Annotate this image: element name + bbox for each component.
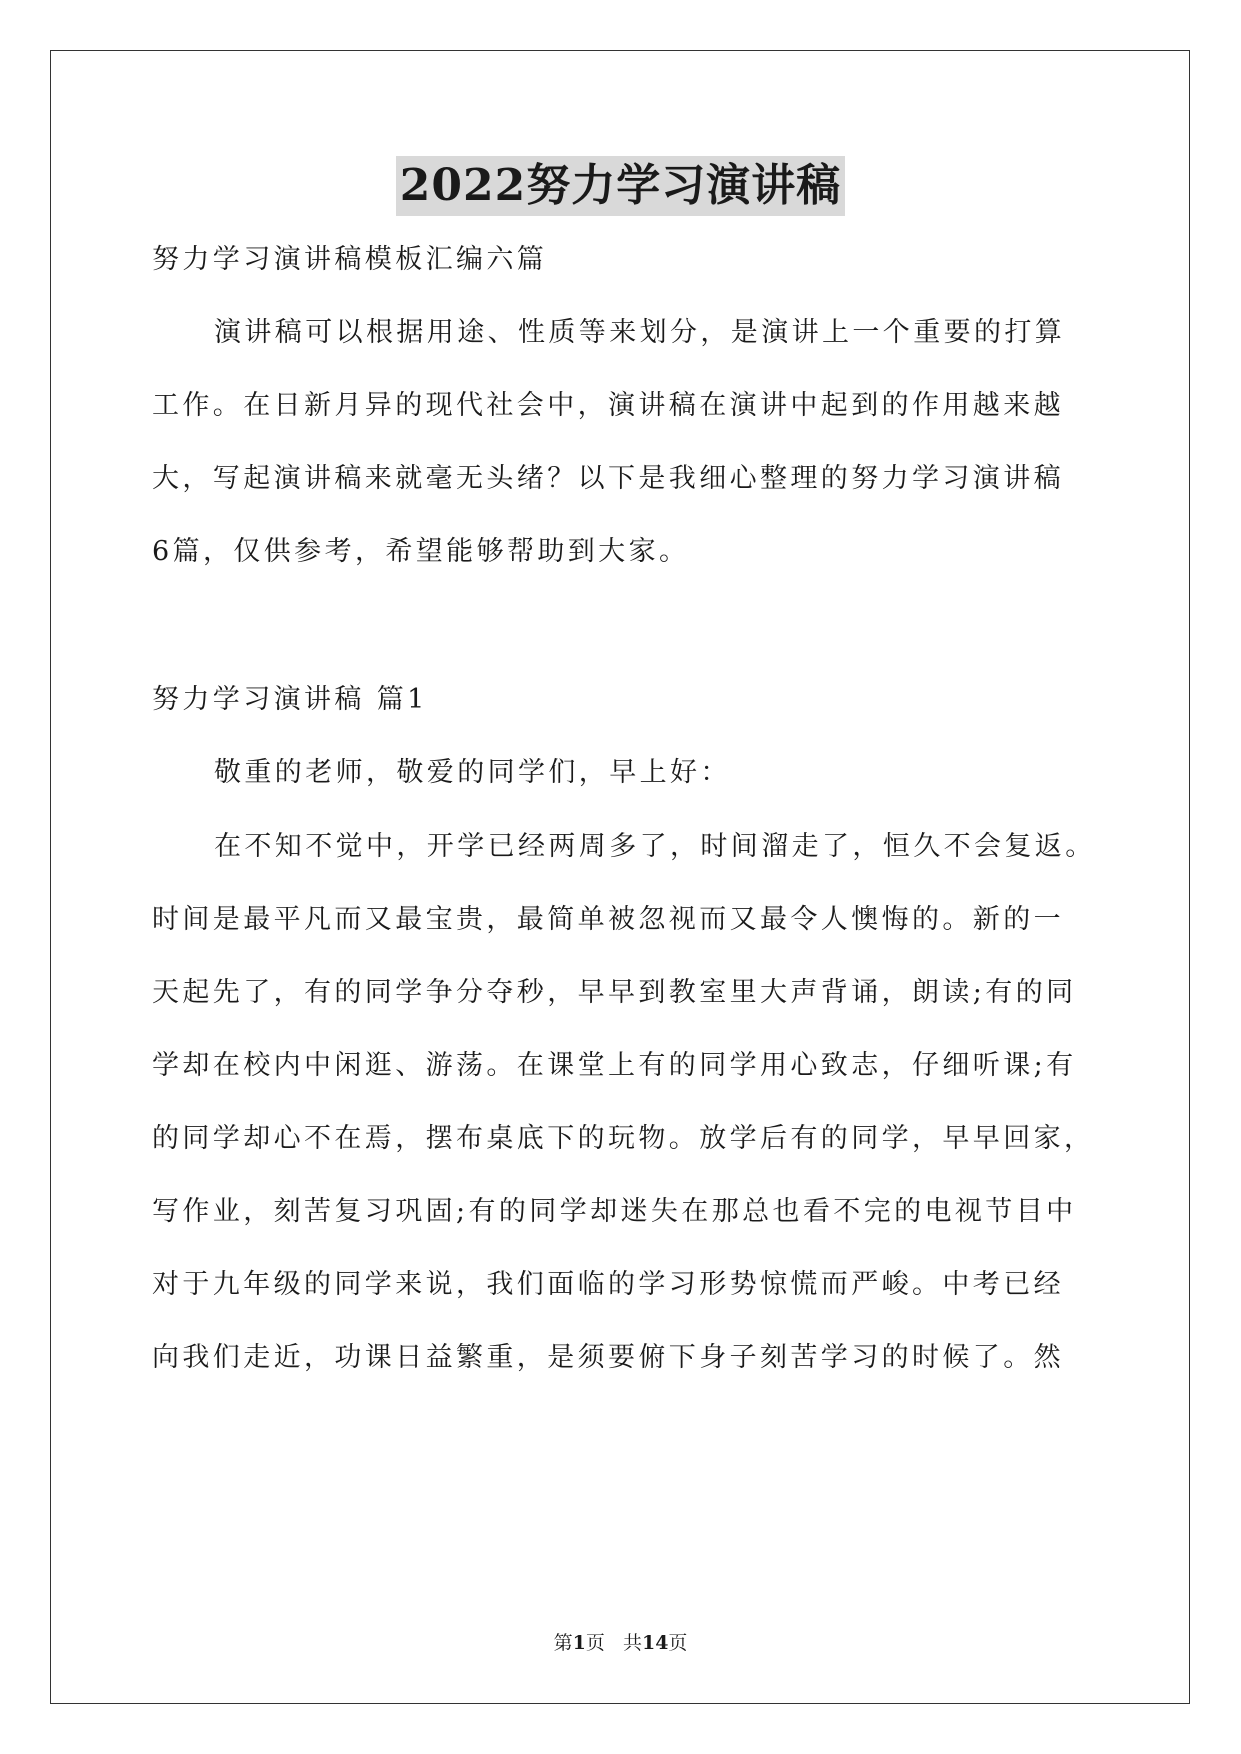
paragraph-line: 向我们走近，功课日益繁重，是须要俯下身子刻苦学习的时候了。然 bbox=[152, 1342, 1064, 1373]
section-heading: 努力学习演讲稿 篇1 bbox=[152, 684, 428, 715]
footer-prefix: 第 bbox=[553, 1632, 573, 1654]
page-border bbox=[50, 50, 1190, 1704]
paragraph-line: 天起先了，有的同学争分夺秒，早早到教室里大声背诵，朗读;有的同 bbox=[152, 977, 1077, 1008]
paragraph-line: 时间是最平凡而又最宝贵，最简单被忽视而又最令人懊悔的。新的一 bbox=[152, 904, 1064, 935]
paragraph-line: 在不知不觉中，开学已经两周多了，时间溜走了，恒久不会复返。 bbox=[214, 831, 1096, 862]
paragraph-line: 学却在校内中闲逛、游荡。在课堂上有的同学用心致志，仔细听课;有 bbox=[152, 1050, 1077, 1081]
paragraph-line: 演讲稿可以根据用途、性质等来划分，是演讲上一个重要的打算 bbox=[214, 317, 1066, 348]
paragraph-line: 大，写起演讲稿来就毫无头绪？以下是我细心整理的努力学习演讲稿 bbox=[152, 463, 1064, 494]
footer-page-suffix: 页 bbox=[585, 1632, 605, 1654]
paragraph-line: 的同学却心不在焉，摆布桌底下的玩物。放学后有的同学，早早回家， bbox=[152, 1123, 1095, 1154]
document-title: 2022努力学习演讲稿 bbox=[396, 156, 845, 216]
footer-total-prefix: 共 bbox=[622, 1632, 642, 1654]
paragraph-line: 敬重的老师，敬爱的同学们，早上好： bbox=[214, 757, 731, 788]
paragraph-line: 工作。在日新月异的现代社会中，演讲稿在演讲中起到的作用越来越 bbox=[152, 390, 1064, 421]
subtitle-line: 努力学习演讲稿模板汇编六篇 bbox=[152, 244, 548, 275]
footer-total-pages: 14 bbox=[641, 1632, 669, 1654]
paragraph-line: 6篇，仅供参考，希望能够帮助到大家。 bbox=[152, 536, 690, 567]
page-footer bbox=[0, 1630, 1241, 1656]
footer-page-number: 1 bbox=[572, 1632, 586, 1654]
footer-total-suffix: 页 bbox=[668, 1632, 688, 1654]
title-container bbox=[0, 156, 1241, 216]
paragraph-line: 对于九年级的同学来说，我们面临的学习形势惊慌而严峻。中考已经 bbox=[152, 1269, 1064, 1300]
paragraph-line: 写作业，刻苦复习巩固;有的同学却迷失在那总也看不完的电视节目中 bbox=[152, 1196, 1077, 1227]
